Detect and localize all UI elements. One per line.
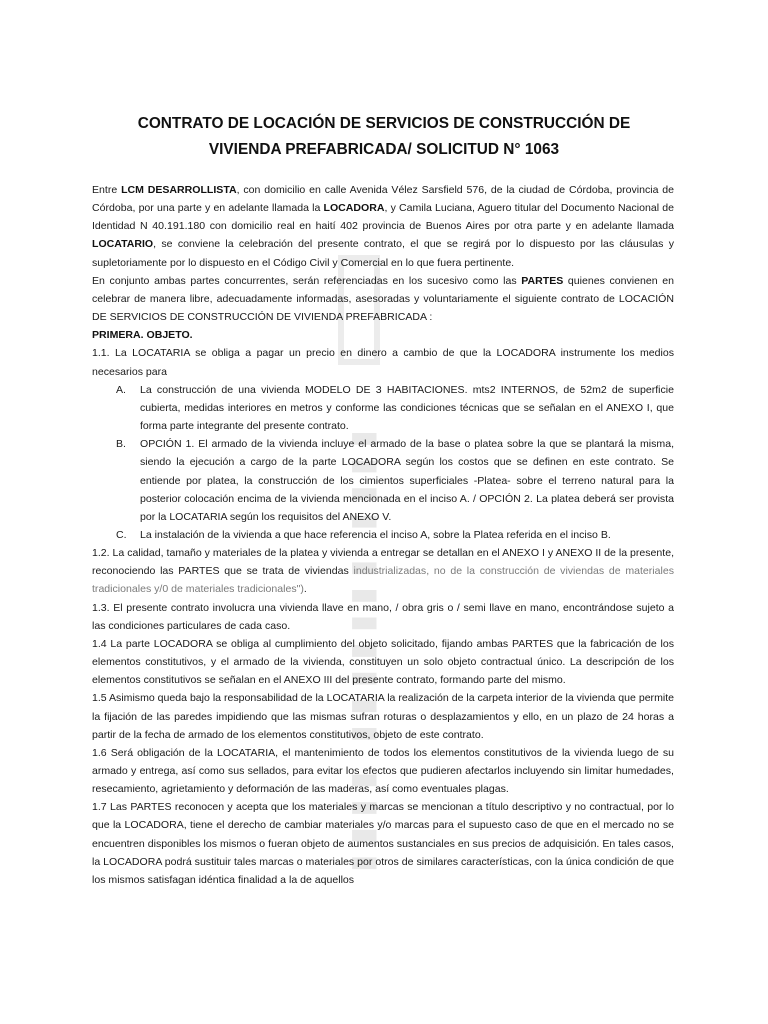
section-heading-primera [92, 326, 674, 344]
document-title-line-2: VIVIENDA PREFABRICADA/ SOLICITUD N° 1063 [208, 141, 560, 158]
clause-1-5: 1.5 Asimismo queda bajo la responsabilidad de la LOCATARIA la realización de la carpeta interior de la vivienda que permite la fijación de las paredes impidiendo que las mismas sufran roturas o desplazamientos y ello, en un plazo de 24 horas a partir de la fecha de armado de los elementos constitutivos, objeto de este contrato. [92, 692, 674, 741]
locadora-term: LOCADORA [323, 202, 385, 215]
list-item-text: La instalación de la vivienda a que hace referencia el inciso A, sobre la Platea referida en el inciso B. [140, 528, 611, 541]
intro-text: Entre [92, 184, 122, 196]
intro-text: En conjunto ambas partes concurrentes, serán referenciadas en los sucesivo como las [92, 274, 522, 287]
list-item-text: La construcción de una vivienda MODELO DE 3 HABITACIONES. mts2 INTERNOS, de 52m2 de superficie cubierta, medidas interiores en metros y conforme las condiciones técnicas que se señalan en el ANEXO I, que forma parte integrante del presente contrato. [140, 383, 674, 433]
list-marker: B. [116, 438, 126, 451]
document-title-line-1: CONTRATO DE LOCACIÓN DE SERVICIOS DE CONSTRUCCIÓN DE [137, 115, 631, 132]
watermark-text: ▮▮▮▮ ▮▮▮▮▮▮▮ ▮▮▮▮ [349, 430, 385, 882]
list-item-text: OPCIÓN 1. El armado de la vivienda incluye el armado de la base o platea sobre la que se plantará la misma, siendo la ejecución a cargo de la parte LOCADORA según los costos que se definen en este contrato. Se entiende por platea, la construcción de los cimientos superficiales -Platea- sobre el terreno natural para la posterior colocación encima de la vivienda mencionada en el inciso A. / OPCIÓN 2. La platea deberá ser provista por la LOCATARIA según los requisitos del ANEXO V. [140, 438, 674, 523]
intro-text: quienes convienen en celebrar de manera libre, adecuadamente informadas, asesoradas y voluntariamente el siguiente contrato de LOCACIÓN DE SERVICIOS DE CONSTRUCCIÓN DE VIVIENDA PREFABRICADA : [92, 274, 674, 324]
clause-1-7: 1.7 Las PARTES reconocen y acepta que los materiales y marcas se mencionan a título descriptivo y no contractual, por lo que la LOCADORA, tiene el derecho de cambiar materiales y/o marcas para el supuesto caso de que en el mercado no se encuentren disponibles los mismos o fueran objeto de aumentos sustanciales en sus precios de adquisición. En tales casos, la LOCADORA podrá sustituir tales marcas o materiales por otros de similares características, con la única condición de que los mismos satisfagan idéntica finalidad a la de aquellos [92, 801, 674, 886]
partes-term: PARTES [521, 274, 564, 287]
list-item [92, 381, 674, 435]
list-marker: A. [116, 383, 126, 396]
intro-paragraph-2 [92, 272, 674, 326]
list-item [92, 435, 674, 526]
locatario-term: LOCATARIO [92, 238, 154, 251]
clause-text: . [303, 583, 307, 596]
list-item [92, 526, 674, 544]
intro-text: , y Camila Luciana, Aguero titular del Documento Nacional de Identidad N 40.191.180 con domicilio real en haití 402 provincia de Buenos Aires por otra parte y en adelante llamada [92, 202, 674, 233]
intro-text: , se conviene la celebración del presente contrato, el que se regirá por lo dispuesto por las cláusulas y supletoriamente por lo dispuesto en el Código Civil y Comercial en lo que fuera pertinente. [92, 238, 674, 269]
clause-text-grey: industrializadas, no de la construcción de viviendas de materiales tradicionales y/0 de materiales tradicionales") [92, 565, 674, 596]
clause-1-6: 1.6 Será obligación de la LOCATARIA, el mantenimiento de todos los elementos constitutivos de la vivienda luego de su armado y entrega, así como sus sellados, para evitar los efectos que pudieren afectarlos incluyendo sin limitar humedades, resecamiento, agrietamiento y deformación de las maderas, así como eventuales plagas. [92, 746, 674, 796]
clause-1-3: 1.3. El presente contrato involucra una vivienda llave en mano, / obra gris o / semi llave en mano, encontrándose sujeto a las condiciones particulares de cada caso. [92, 601, 674, 632]
clause-1-1: 1.1. La LOCATARIA se obliga a pagar un precio en dinero a cambio de que la LOCADORA instrumente los medios necesarios para [92, 347, 674, 378]
intro-paragraph-1 [92, 181, 674, 272]
clause-text: 1.2. La calidad, tamaño y materiales de la platea y vivienda a entregar se detallan en el ANEXO I y ANEXO II de la presente, reconociendo las PARTES que se trata de viviendas [92, 547, 674, 578]
section-heading-text: PRIMERA. OBJETO. [92, 329, 193, 342]
company-name: LCM DESARROLLISTA [121, 184, 237, 196]
clause-1-2 [92, 544, 674, 598]
list-marker: C. [116, 528, 127, 541]
contract-body [92, 181, 674, 889]
clause-1-4: 1.4 La parte LOCADORA se obliga al cumplimiento del objeto solicitado, fijando ambas PARTES que la fabricación de los elementos constitutivos, y el armado de la vivienda, constituyen un solo objeto contractual único. La descripción de los elementos constitutivos se señalan en el ANEXO III del presente contrato, formando parte del mismo. [92, 637, 674, 687]
intro-text: , con domicilio en calle Avenida Vélez Sarsfield 576, de la ciudad de Córdoba, provincia de Córdoba, por una parte y en adelante llamada la [92, 184, 675, 215]
clause-1-1-items [92, 381, 674, 544]
